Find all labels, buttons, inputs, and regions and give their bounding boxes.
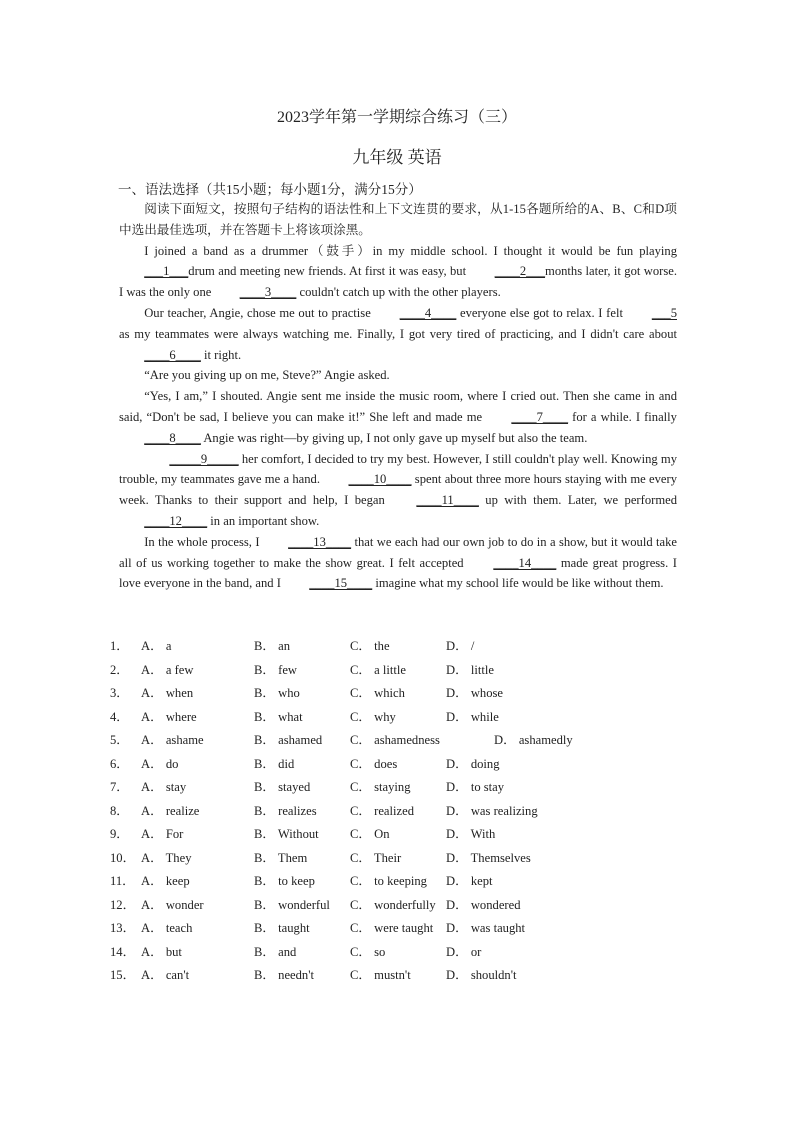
blank-13: ____13____	[288, 534, 352, 549]
text: Angie was right—by giving up, I not only gave up myself but also the team.	[200, 430, 588, 445]
option-row-8	[110, 800, 680, 824]
option-b: B． did	[254, 756, 295, 771]
option-c: C． why	[350, 709, 396, 724]
option-d: D． /	[446, 639, 475, 653]
option-c: C． On	[350, 827, 390, 841]
paragraph-5	[119, 449, 677, 532]
question-number: 6．	[110, 756, 129, 771]
question-number: 5．	[110, 733, 129, 747]
option-b: B． wonderful	[254, 897, 330, 912]
option-d: D． or	[446, 944, 482, 959]
option-row-10	[110, 847, 680, 871]
option-a: A． They	[141, 850, 192, 865]
blank-1: ___1___	[144, 264, 189, 279]
text: her comfort, I decided to try my best. However, I still couldn't play well. Knowing my trouble, my teammates gave me a hand.	[119, 451, 677, 487]
text: that we each had our own job to do in a show, but it would take all of us working together to make the show great. I felt accepted	[119, 534, 677, 570]
paragraph-3: “Are you giving up on me, Steve?” Angie asked.	[144, 368, 390, 383]
option-a: A． a few	[141, 662, 194, 677]
option-d: D． doing	[446, 756, 500, 771]
option-d: D． shouldn't	[446, 968, 517, 982]
option-b: B． an	[254, 639, 291, 653]
text: everyone else got to relax. I felt	[456, 305, 627, 320]
question-number: 11．	[110, 874, 135, 888]
option-d: D． whose	[446, 686, 504, 700]
option-row-7	[110, 776, 680, 800]
blank-7: ____7____	[511, 409, 569, 424]
option-c: C． realized	[350, 803, 414, 818]
option-c: C． a little	[350, 662, 406, 677]
question-number: 8．	[110, 803, 129, 818]
option-d: D． to stay	[446, 780, 505, 794]
option-row-9	[110, 823, 680, 847]
blank-12: ____12____	[144, 513, 208, 528]
text: Our teacher, Angie, chose me out to practise	[144, 305, 375, 320]
option-c: C． staying	[350, 780, 411, 794]
option-b: B． and	[254, 944, 297, 959]
text: for a while. I finally	[568, 409, 677, 424]
option-b: B． Without	[254, 827, 319, 841]
option-c: C． which	[350, 686, 405, 700]
option-row-15	[110, 964, 680, 988]
blank-10: ____10____	[348, 472, 412, 487]
option-a: A． realize	[141, 803, 200, 818]
text: made great progress. I love everyone in the band, and I	[119, 555, 677, 591]
option-a: A． where	[141, 709, 197, 724]
question-number: 1．	[110, 639, 129, 653]
question-number: 7．	[110, 780, 129, 794]
option-row-5	[110, 729, 680, 753]
option-c: C． does	[350, 756, 398, 771]
question-number: 10．	[110, 850, 136, 865]
option-row-4	[110, 706, 680, 730]
question-number: 9．	[110, 827, 129, 841]
question-number: 15．	[110, 968, 136, 982]
option-row-12	[110, 894, 680, 918]
blank-2: ____2___	[494, 264, 546, 279]
option-a: A． teach	[141, 921, 193, 935]
paragraph-1	[119, 241, 677, 303]
question-number: 14．	[110, 944, 136, 959]
blank-11: ____11____	[416, 493, 479, 508]
option-d: D． wondered	[446, 897, 521, 912]
text: as my teammates were always watching me. Finally, I got very tired of practicing, and I didn't care about	[119, 326, 677, 341]
text: months later, it got worse. I was the only one	[119, 264, 677, 300]
option-a: A． when	[141, 686, 194, 700]
text: “Yes, I am,” I shouted. Angie sent me inside the music room, where I cried out. Then she came in and said, “Don't be sad, I believe you can make it!” She left and made me	[119, 389, 677, 424]
question-number: 12．	[110, 897, 136, 912]
page-title: 2023学年第一学期综合练习（三）	[276, 109, 517, 126]
option-row-6	[110, 753, 680, 777]
option-b: B． needn't	[254, 968, 314, 982]
option-d: D． With	[446, 827, 496, 841]
question-number: 4．	[110, 709, 129, 724]
option-b: B． realizes	[254, 803, 317, 818]
blank-5: ___5	[651, 305, 677, 320]
option-row-2	[110, 659, 680, 683]
blank-4: ____4____	[399, 305, 457, 320]
text: it right.	[200, 347, 242, 362]
text: drum and meeting new friends. At first it was easy, but	[188, 264, 470, 279]
option-d: D． ashamedly	[494, 733, 573, 747]
blank-15: ____15____	[309, 576, 373, 591]
question-number: 3．	[110, 686, 129, 700]
question-number: 13．	[110, 921, 136, 935]
page-subtitle: 九年级 英语	[352, 148, 442, 167]
option-a: A． do	[141, 756, 179, 771]
text: I joined a band as a drummer（鼓手）in my middle school. I thought it would be fun playing	[144, 243, 677, 258]
option-row-1	[110, 635, 680, 659]
option-c: C． were taught	[350, 921, 434, 935]
question-number: 2．	[110, 662, 129, 677]
option-d: D． was taught	[446, 921, 526, 935]
option-row-11	[110, 870, 680, 894]
option-b: B． to keep	[254, 874, 315, 888]
blank-6: ____6____	[144, 347, 201, 362]
option-c: C． the	[350, 639, 390, 653]
option-c: C． to keeping	[350, 874, 427, 888]
option-d: D． while	[446, 709, 499, 724]
text: up with them. Later, we performed	[478, 493, 677, 508]
option-a: A． a	[141, 639, 172, 653]
option-a: A． can't	[141, 968, 190, 982]
option-c: C． ashamedness	[350, 733, 440, 747]
option-row-3	[110, 682, 680, 706]
instruction: 阅读下面短文，按照句子结构的语法性和上下文连贯的要求，从1-15各题所给的A、B、C和D项中选出最佳选项，并在答题卡上将该项涂黑。	[119, 202, 677, 237]
blank-14: ____14____	[493, 555, 557, 570]
option-b: B． Them	[254, 850, 308, 865]
section-heading: 一、语法选择（共15小题；每小题1分，满分15分）	[118, 182, 422, 197]
text: couldn't catch up with the other players.	[296, 285, 501, 300]
answer-options	[110, 635, 680, 988]
option-b: B． few	[254, 662, 298, 677]
blank-3: ____3____	[239, 285, 297, 300]
option-a: A． keep	[141, 874, 190, 888]
option-a: A． wonder	[141, 897, 204, 912]
option-d: D． little	[446, 662, 494, 677]
text: in an important show.	[207, 513, 320, 528]
option-c: C． so	[350, 944, 386, 959]
text: imagine what my school life would be like without them.	[372, 576, 664, 591]
text: In the whole process, I	[144, 534, 263, 549]
option-b: B． ashamed	[254, 733, 323, 747]
blank-8: ____8____	[144, 430, 201, 445]
option-a: A． but	[141, 944, 182, 959]
text: spent about three more hours staying with me every week. Thanks to their support and help, I began	[119, 472, 677, 508]
option-d: D． was realizing	[446, 803, 538, 818]
paragraph-4	[119, 386, 677, 448]
paragraph-2	[119, 303, 677, 365]
option-c: C． Their	[350, 850, 402, 865]
option-c: C． mustn't	[350, 968, 411, 982]
option-a: A． ashame	[141, 733, 204, 747]
option-a: A． stay	[141, 780, 187, 794]
option-b: B． stayed	[254, 780, 311, 794]
option-b: B． taught	[254, 921, 310, 935]
paragraph-6	[119, 532, 677, 594]
option-c: C． wonderfully	[350, 897, 436, 912]
option-a: A． For	[141, 827, 184, 841]
option-row-14	[110, 941, 680, 965]
passage	[119, 199, 677, 594]
blank-9: _____9_____	[169, 451, 239, 466]
option-b: B． who	[254, 686, 300, 700]
option-b: B． what	[254, 709, 303, 724]
option-d: D． kept	[446, 874, 493, 888]
option-row-13	[110, 917, 680, 941]
option-d: D． Themselves	[446, 850, 531, 865]
